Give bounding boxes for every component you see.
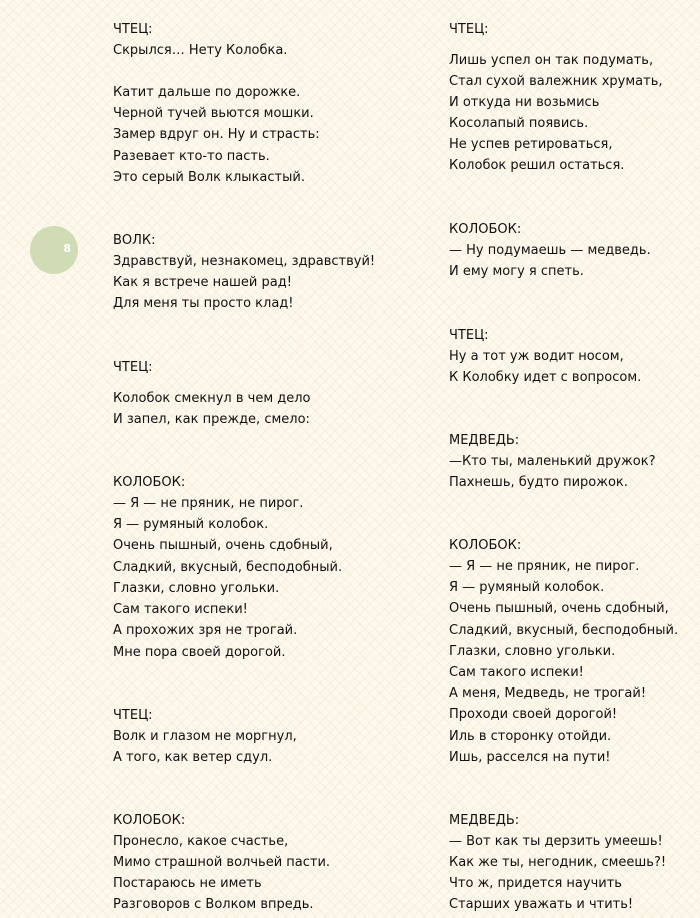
verse-line: И откуда ни возьмись (449, 95, 600, 110)
verse-line: — Я — не пряник, не пирог. (449, 559, 640, 574)
verse-line: Сам такого испеки! (449, 665, 584, 680)
verse-line: Пахнешь, будто пирожок. (449, 475, 628, 490)
verse-line: Колобок смекнул в чем дело (113, 391, 311, 406)
verse-line: Я — румяный колобок. (449, 580, 605, 595)
verse-line: Косолапый появись. (449, 116, 589, 131)
speaker-label: МЕДВЕДЬ: (449, 433, 520, 448)
speaker-label: ЧТЕЦ: (449, 328, 489, 343)
verse-line: Мимо страшной волчьей пасти. (113, 855, 331, 870)
page-number-badge (30, 226, 78, 274)
verse-line: Стал сухой валежник хрумать, (449, 74, 663, 89)
verse-line: Очень пышный, очень сдобный, (449, 601, 669, 616)
verse-line: Это серый Волк клыкастый. (113, 170, 305, 185)
verse-line: — Я — не пряник, не пирог. (113, 496, 304, 511)
verse-line: Колобок решил остаться. (449, 158, 625, 173)
speaker-label: ЧТЕЦ: (113, 360, 153, 375)
verse-line: И запел, как прежде, смело: (113, 412, 310, 427)
verse-line: Черной тучей вьются мошки. (113, 106, 314, 121)
verse-line: Старших уважать и чтить! (449, 897, 634, 912)
verse-line: —Кто ты, маленький дружок? (449, 454, 656, 469)
verse-line: Постараюсь не иметь (113, 876, 262, 891)
page-number: 8 (63, 242, 71, 255)
verse-line: К Колобку идет с вопросом. (449, 370, 642, 385)
verse-line: Как я встрече нашей рад! (113, 275, 292, 290)
verse-line: Не успев ретироваться, (449, 137, 613, 152)
speaker-label: КОЛОБОК: (113, 475, 186, 490)
speaker-label: КОЛОБОК: (449, 538, 522, 553)
verse-line: Разговоров с Волком впредь. (113, 897, 314, 912)
verse-line: Лишь успел он так подумать, (449, 53, 654, 68)
verse-line: Что ж, придется научить (449, 876, 622, 891)
verse-line: Сладкий, вкусный, бесподобный. (113, 560, 343, 575)
verse-line: А того, как ветер сдул. (113, 750, 273, 765)
verse-line: Сам такого испеки! (113, 602, 248, 617)
verse-line: Волк и глазом не моргнул, (113, 729, 297, 744)
speaker-label: ВОЛК: (113, 233, 156, 248)
verse-line: Для меня ты просто клад! (113, 296, 294, 311)
verse-line: Проходи своей дорогой! (449, 707, 618, 722)
speaker-label: МЕДВЕДЬ: (449, 813, 520, 828)
verse-line: Ну а тот уж водит носом, (449, 349, 624, 364)
verse-line: Пронесло, какое счастье, (113, 834, 289, 849)
verse-line: А прохожих зря не трогай. (113, 623, 298, 638)
verse-line: И ему могу я спеть. (449, 264, 584, 279)
verse-line: Глазки, словно угольки. (113, 581, 280, 596)
verse-line: Разевает кто-то пасть. (113, 149, 270, 164)
speaker-label: ЧТЕЦ: (113, 708, 153, 723)
verse-line: Скрылся… Нету Колобка. (113, 43, 288, 58)
verse-line: Я — румяный колобок. (113, 517, 269, 532)
verse-line: Глазки, словно угольки. (449, 644, 616, 659)
verse-line: Сладкий, вкусный, бесподобный. (449, 623, 679, 638)
speaker-label: КОЛОБОК: (449, 222, 522, 237)
verse-line: Иль в сторонку отойди. (449, 729, 612, 744)
speaker-label: ЧТЕЦ: (113, 22, 153, 37)
verse-line: Мне пора своей дорогой. (113, 645, 286, 660)
verse-line: Здравствуй, незнакомец, здравствуй! (113, 254, 376, 269)
verse-line: Ишь, расселся на пути! (449, 750, 611, 765)
speaker-label: ЧТЕЦ: (449, 22, 489, 37)
verse-line: Очень пышный, очень сдобный, (113, 538, 333, 553)
verse-line: Замер вдруг он. Ну и страсть: (113, 127, 320, 142)
verse-line: — Ну подумаешь — медведь. (449, 243, 651, 258)
speaker-label: КОЛОБОК: (113, 813, 186, 828)
verse-line: Как же ты, негодник, смеешь?! (449, 855, 667, 870)
verse-line: — Вот как ты дерзить умеешь! (449, 834, 663, 849)
verse-line: Катит дальше по дорожке. (113, 85, 301, 100)
verse-line: А меня, Медведь, не трогай! (449, 686, 647, 701)
